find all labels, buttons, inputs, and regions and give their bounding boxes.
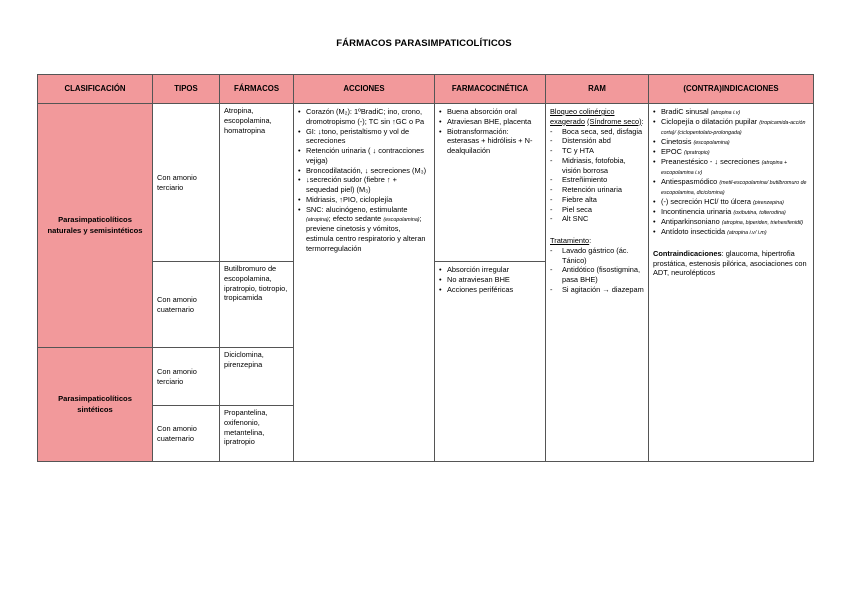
header-farmacocinetica: FARMACOCINÉTICA — [435, 75, 546, 104]
list-item: • Corazón (M₂): 1ºBradiC; ino, crono, dromotropismo (-); TC sin ↑GC o Pa — [298, 107, 430, 127]
acciones-cell — [294, 104, 435, 462]
indicaciones-cell — [649, 104, 814, 462]
ram-cell — [546, 104, 649, 462]
list-item: • Broncodilatación, ↓ secreciones (M₃) — [298, 166, 430, 176]
header-indicaciones: (CONTRA)INDICACIONES — [649, 75, 814, 104]
tipo-label: Con amonio cuaternario — [157, 423, 197, 443]
contraindicaciones-list: : glaucoma, hipertrofia prostática, estenosis pilórica, asociaciones con ADT, neurolépticos — [653, 248, 807, 278]
tipo-cell — [153, 104, 220, 262]
indicacion-note: (escopolamina) — [693, 139, 730, 146]
indicaciones-list — [653, 107, 809, 237]
ram-list — [550, 127, 644, 225]
list-item — [653, 107, 809, 117]
indicacion-text: Antiespasmódico — [661, 176, 720, 186]
acciones-snc-text: ; previene cinetosis y vómitos, estimula centro respiratorio y alteran termorregulación — [306, 214, 426, 253]
acciones-snc-text: ; efecto sedante — [328, 214, 384, 224]
list-item — [653, 147, 809, 157]
ram-heading-2: (Síndrome seco) — [587, 116, 642, 126]
list-item: • No atraviesan BHE — [439, 275, 541, 285]
list-item — [298, 205, 430, 254]
contraindicaciones-label: Contraindicaciones — [653, 248, 722, 258]
clasificacion-naturales: Parasimpaticolíticos naturales y semisintéticos — [38, 104, 153, 348]
list-item: - Distensión abd — [550, 136, 644, 146]
list-item — [653, 207, 809, 217]
tratamiento-label: Tratamiento — [550, 236, 590, 246]
indicacion-note: (tropicamida-acción corta)/ (ciclopentolato-prolongada) — [661, 119, 806, 136]
header-farmacos: FÁRMACOS — [220, 75, 294, 104]
farmacocinetica-terciario-cell — [435, 104, 546, 262]
list-item — [653, 157, 809, 177]
indicacion-note: (atropina + escopolamina i.v) — [661, 159, 788, 176]
indicacion-text: (-) secreción HCl/ tto úlcera — [661, 196, 753, 206]
header-clasificacion: CLASIFICACIÓN — [38, 75, 153, 104]
tipo-label: Con amonio terciario — [157, 172, 197, 192]
list-item: • Acciones periféricas — [439, 285, 541, 295]
tipo-label: Con amonio cuaternario — [157, 294, 197, 314]
header-ram: RAM — [546, 75, 649, 104]
list-item: • GI: ↓tono, peristaltismo y vol de secreciones — [298, 127, 430, 147]
tipo-cell — [153, 348, 220, 406]
list-item: - Retención urinaria — [550, 185, 644, 195]
indicacion-text: Ciclopejía o dilatación pupilar — [661, 116, 760, 126]
acciones-snc-note: (escopolamina) — [383, 217, 420, 224]
header-acciones: ACCIONES — [294, 75, 435, 104]
ram-heading-colon: : — [641, 116, 644, 126]
farmacocinetica-list — [439, 265, 541, 294]
tratamiento-colon: : — [589, 236, 592, 246]
list-item: - Fiebre alta — [550, 195, 644, 205]
list-item: - Boca seca, sed, disfagia — [550, 127, 644, 137]
farmacocinetica-cuaternario-cell — [435, 262, 546, 462]
acciones-list — [298, 107, 430, 254]
list-item: - Antidótico (fisostigmina, pasa BHE) — [550, 265, 644, 285]
indicacion-note: (atropina i.v) — [710, 110, 741, 116]
list-item — [653, 177, 809, 197]
tratamiento-list — [550, 246, 644, 295]
tipo-cell — [153, 406, 220, 462]
table-row — [38, 104, 814, 262]
drug-table — [37, 74, 814, 462]
indicacion-text: Antídoto insecticida — [661, 226, 728, 236]
ram-heading-1: Bloqueo colinérgico exagerado — [550, 107, 615, 126]
list-item: - Si agitación → diazepam — [550, 285, 644, 295]
list-item: - Estreñimiento — [550, 175, 644, 185]
acciones-snc-note: (atropina) — [306, 217, 329, 224]
farmacos-cell: Diciclomina, pirenzepina — [220, 348, 294, 406]
list-item: - Midriasis, fotofobia, visión borrosa — [550, 156, 644, 176]
contraindicaciones-text — [653, 249, 809, 278]
list-item: • Retención urinaria ( ↓ contracciones vejiga) — [298, 146, 430, 166]
header-row — [38, 75, 814, 104]
list-item — [653, 227, 809, 237]
list-item: • Absorción irregular — [439, 265, 541, 275]
header-tipos: TIPOS — [153, 75, 220, 104]
farmacos-cell: Butilbromuro de escopolamina, ipratropio, tiotropio, tropicamida — [220, 262, 294, 348]
list-item — [653, 117, 809, 137]
indicacion-text: EPOC — [661, 146, 684, 156]
ram-heading — [550, 107, 644, 127]
indicacion-text: Cinetosis — [661, 136, 694, 146]
farmacos-cell: Atropina, escopolamina, homatropina — [220, 104, 294, 262]
list-item: - Piel seca — [550, 205, 644, 215]
indicacion-text: Antiparkinsoniano — [661, 216, 722, 226]
tipo-cell — [153, 262, 220, 348]
farmacos-cell: Propantelina, oxifenonio, metantelina, ipratropio — [220, 406, 294, 462]
list-item: • Buena absorción oral — [439, 107, 541, 117]
list-item: • Biotransformación: esterasas + hidrólisis + N-dealquilación — [439, 127, 541, 156]
indicacion-text: Preanestésico - ↓ secreciones — [661, 156, 762, 166]
list-item: - Alt SNC — [550, 214, 644, 224]
indicacion-note: (pirenzepina) — [753, 199, 784, 206]
list-item: • Atraviesan BHE, placenta — [439, 117, 541, 127]
list-item: - TC y HTA — [550, 146, 644, 156]
indicacion-note: (atropina, biperiden, triehexifenidil) — [721, 219, 804, 226]
list-item: - Lavado gástrico (ác. Tánico) — [550, 246, 644, 266]
list-item — [653, 197, 809, 207]
farmacocinetica-list — [439, 107, 541, 156]
list-item — [653, 137, 809, 147]
indicacion-text: BradiC sinusal — [661, 107, 711, 116]
indicacion-note: (metil-escopolamina/ butilbromuro de escopolamina, diciclomina) — [661, 179, 807, 196]
tipo-label: Con amonio terciario — [157, 366, 197, 386]
tratamiento-heading — [550, 236, 644, 246]
acciones-snc-text: SNC: alucinógeno, estimulante — [306, 204, 408, 214]
list-item: • ↓secreción sudor (fiebre ↑ + sequedad piel) (M₃) — [298, 175, 430, 195]
clasificacion-sinteticos: Parasimpaticolíticos sintéticos — [38, 348, 153, 462]
list-item: • Midriasis, ↑PIO, cicloplejía — [298, 195, 430, 205]
indicacion-note: (ipratropio) — [684, 149, 710, 156]
indicacion-note: (oxibutina, tolterodina) — [733, 209, 786, 216]
page-title: FÁRMACOS PARASIMPATICOLÍTICOS — [336, 38, 512, 49]
indicacion-text: Incontinencia urinaria — [661, 206, 734, 216]
indicacion-note: (atropina i.v/ i.m) — [727, 229, 767, 236]
list-item — [653, 217, 809, 227]
